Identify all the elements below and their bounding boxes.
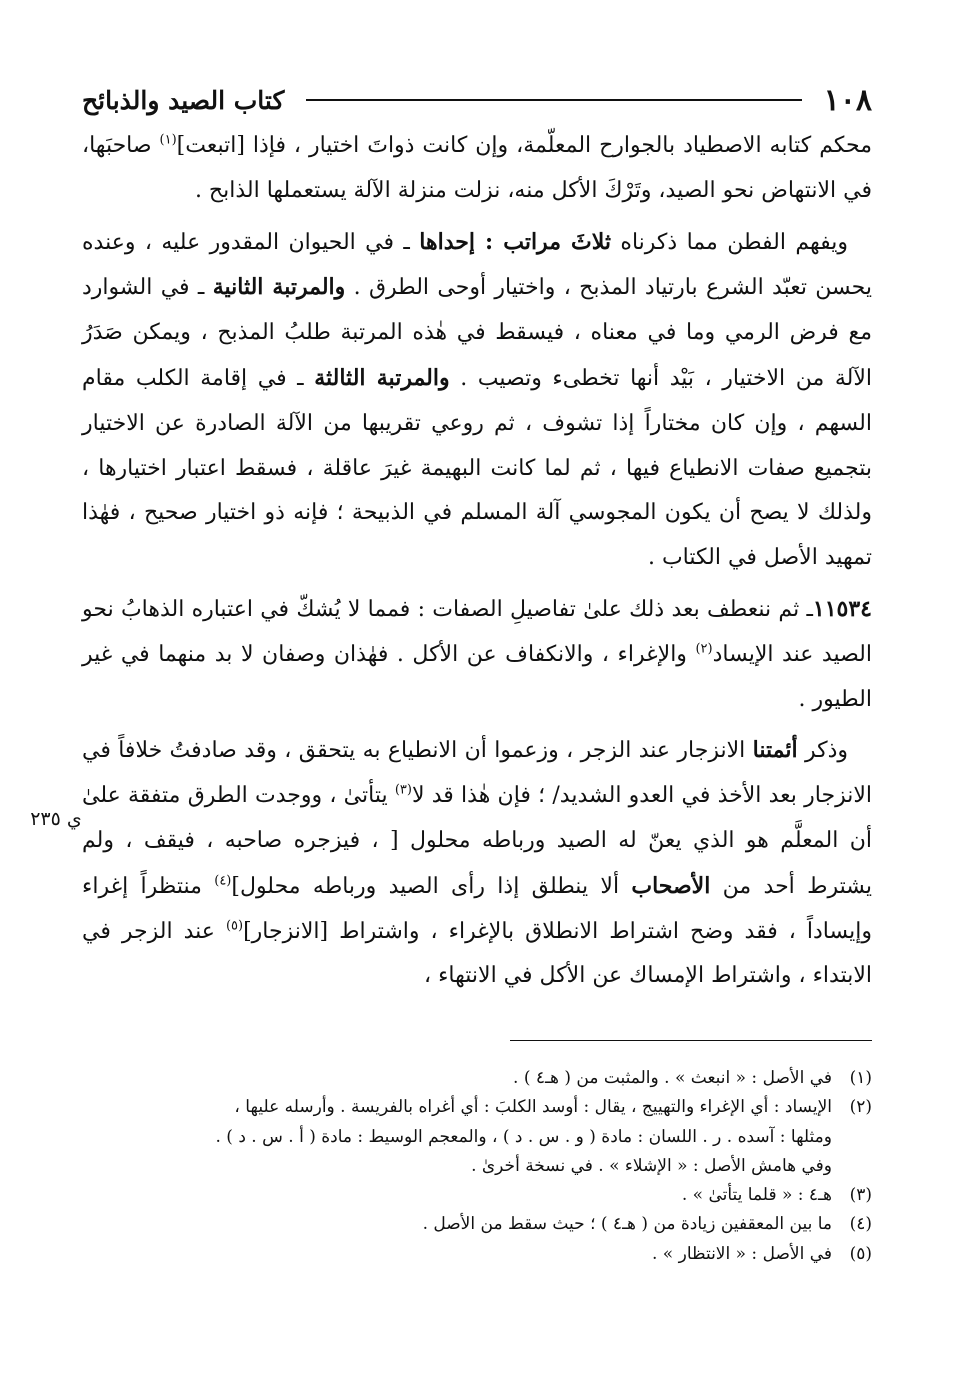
footnote-line: في الأصل : « انبعث » . والمثبت من ( هـ٤ ) . <box>513 1068 832 1088</box>
paragraph-4-text-6: عند الزجر في الابتداء ، واشتراط الإمساك عن الأكل في الانتهاء ، <box>82 918 872 989</box>
page-header <box>82 80 872 120</box>
footnote-line: ما بين المعقفين زيادة من ( هـ٤ ) ؛ حيث سقط من الأصل . <box>422 1214 832 1235</box>
paragraph-4-text-4: ألا ينطلق إذا رأى الصيد ورباطه محلول] <box>231 873 632 899</box>
footnotes <box>82 1064 872 1269</box>
paragraph-1-text-1: محكم كتابه الاصطياد بالجوارح المعلّمة، وإن كانت ذواتَ اختيار ، فإذا [اتبعت] <box>176 133 872 158</box>
paragraph-4-text-1: وذكر <box>797 738 848 764</box>
paragraph-2-text-4: ـ في إقامة الكلب مقام السهم ، وإن كان مختاراً إذا تشوف ، ثم روعي تقريبها من الآلة الصادرة عن الاختيار بتجميع صفات الانطياع فيها ، ثم لما كانت البهيمة غيرَ عاقلة ، فسقط اعتبار اختيارها ، ولذلك لا يصح أن يكون المجوسي آلة المسلم في الذبيحة ؛ فإنه ذو اختيار صحيح ، فهٰذا تمهيد الأصل في الكتاب . <box>82 365 872 571</box>
paragraph-4-bold-1: أئمتنا <box>752 737 798 764</box>
paragraph-2-text-1: ويفهم الفطن مما ذكرناه <box>611 229 848 255</box>
footnote-number: (١) <box>849 1068 872 1088</box>
footnote-2 <box>82 1093 872 1181</box>
paragraph-3-text-2: والإغراء ، والانكفاف عن الأكل . فهٰذان وصفان لا بد منهما في غير الطيور . <box>82 641 872 712</box>
paragraph-2-bold-1: ثلاثَ مراتب : إحداها <box>419 228 612 255</box>
footnote-line: هـ٤ : « قلما يتأتىٰ » . <box>681 1185 832 1206</box>
paragraph-3 <box>82 587 872 722</box>
main-text <box>82 124 872 999</box>
paragraph-4-text-2: الانزجار عند الزجر ، وزعموا أن الانطياع به يتحقق ، وقد صادفتُ خلافاً في الانزجار بعد الأخذ في العدو الشديد/ ؛ فإن هٰذا قد لا <box>82 738 872 809</box>
footnote-line: في الأصل : « الانتظار » . <box>652 1243 832 1264</box>
margin-manuscript-ref: ي ٢٣٥ <box>30 808 82 830</box>
footnote-number: (٣) <box>849 1185 872 1206</box>
book-title: كتاب الصيد والذبائح <box>82 85 285 115</box>
footnote-ref-3: (٣) <box>394 782 412 798</box>
paragraph-2-bold-2: والمرتبة الثانية <box>212 274 346 301</box>
footnote-ref-4: (٤) <box>214 873 232 889</box>
footnote-5 <box>82 1240 872 1269</box>
footnote-number: (٤) <box>849 1214 872 1235</box>
paragraph-4 <box>82 728 872 999</box>
footnote-3 <box>82 1181 872 1210</box>
paragraph-2-bold-3: والمرتبة الثالثة <box>314 364 450 391</box>
footnote-divider <box>510 1040 872 1041</box>
paragraph-4-text-5: منتظراً إغراء وإيساداً ، فقد وضح اشتراط الانطلاق بالإغراء ، واشتراط [الانزجار] <box>82 873 872 944</box>
paragraph-1-text-2: صاحبَها، في الانتهاض نحو الصيد، وتَرْكَ الأكل منه، نزلت منزلة الآلة يستعملها الذابح . <box>82 133 872 203</box>
footnote-ref-5: (٥) <box>225 918 244 934</box>
footnote-line: ومثلها : آسده . ر . اللسان : مادة ( و . س . د ) ، والمعجم الوسيط : مادة ( أ . س . د ) . <box>215 1126 832 1147</box>
footnote-line: وفي هامش الأصل : « الإشلاء » . في نسخة أخرىٰ . <box>471 1155 832 1176</box>
paragraph-4-text-3: يتأتىٰ ، ووجدت الطرق متفقة علىٰ أن المعلَّم هو الذي يعنّ له الصيد ورباطه محلول [ ، فيزجره صاحبه ، فيقف ، ولم يشترط أحد من <box>82 783 872 899</box>
footnote-number: (٢) <box>849 1097 872 1118</box>
footnote-line: الإيساد : أي الإغراء والتهييج ، يقال : أوسد الكلبَ : أي أغراه بالفريسة . وأرسله عليها ، <box>234 1097 832 1118</box>
paragraph-2-text-3: ـ في الشوارد مع فرض الرمي وما في معناه ، فيسقط في هٰذه المرتبة طلبُ المذبح ، ويمكن صَدَرُ الآلة من الاختيار ، بَيْد أنها تخطىء وتصيب . <box>82 275 873 391</box>
paragraph-3-text-1: ـ ثم ننعطف بعد ذلك علىٰ تفاصيلِ الصفات : فمما لا يُشكّ في اعتباره الذهابُ نحو الصيد عند الإيساد <box>82 596 872 667</box>
header-rule <box>306 99 801 101</box>
paragraph-1 <box>82 124 872 214</box>
footnote-1 <box>82 1064 872 1093</box>
paragraph-4-bold-2: الأصحاب <box>631 872 711 899</box>
page-number: ١٠٨ <box>823 82 872 118</box>
section-number: ١١٥٣٤ <box>812 595 872 622</box>
footnote-ref-2: (٢) <box>695 641 713 657</box>
paragraph-2 <box>82 220 872 581</box>
footnote-ref-1: (١) <box>159 132 177 148</box>
footnote-number: (٥) <box>849 1243 872 1264</box>
footnote-4 <box>82 1210 872 1239</box>
paragraph-2-text-2: ـ في الحيوان المقدور عليه ، وعنده يحسن تعبّد الشرع بارتياد المذبح ، واختيار أوحى الطرق . <box>82 229 872 301</box>
